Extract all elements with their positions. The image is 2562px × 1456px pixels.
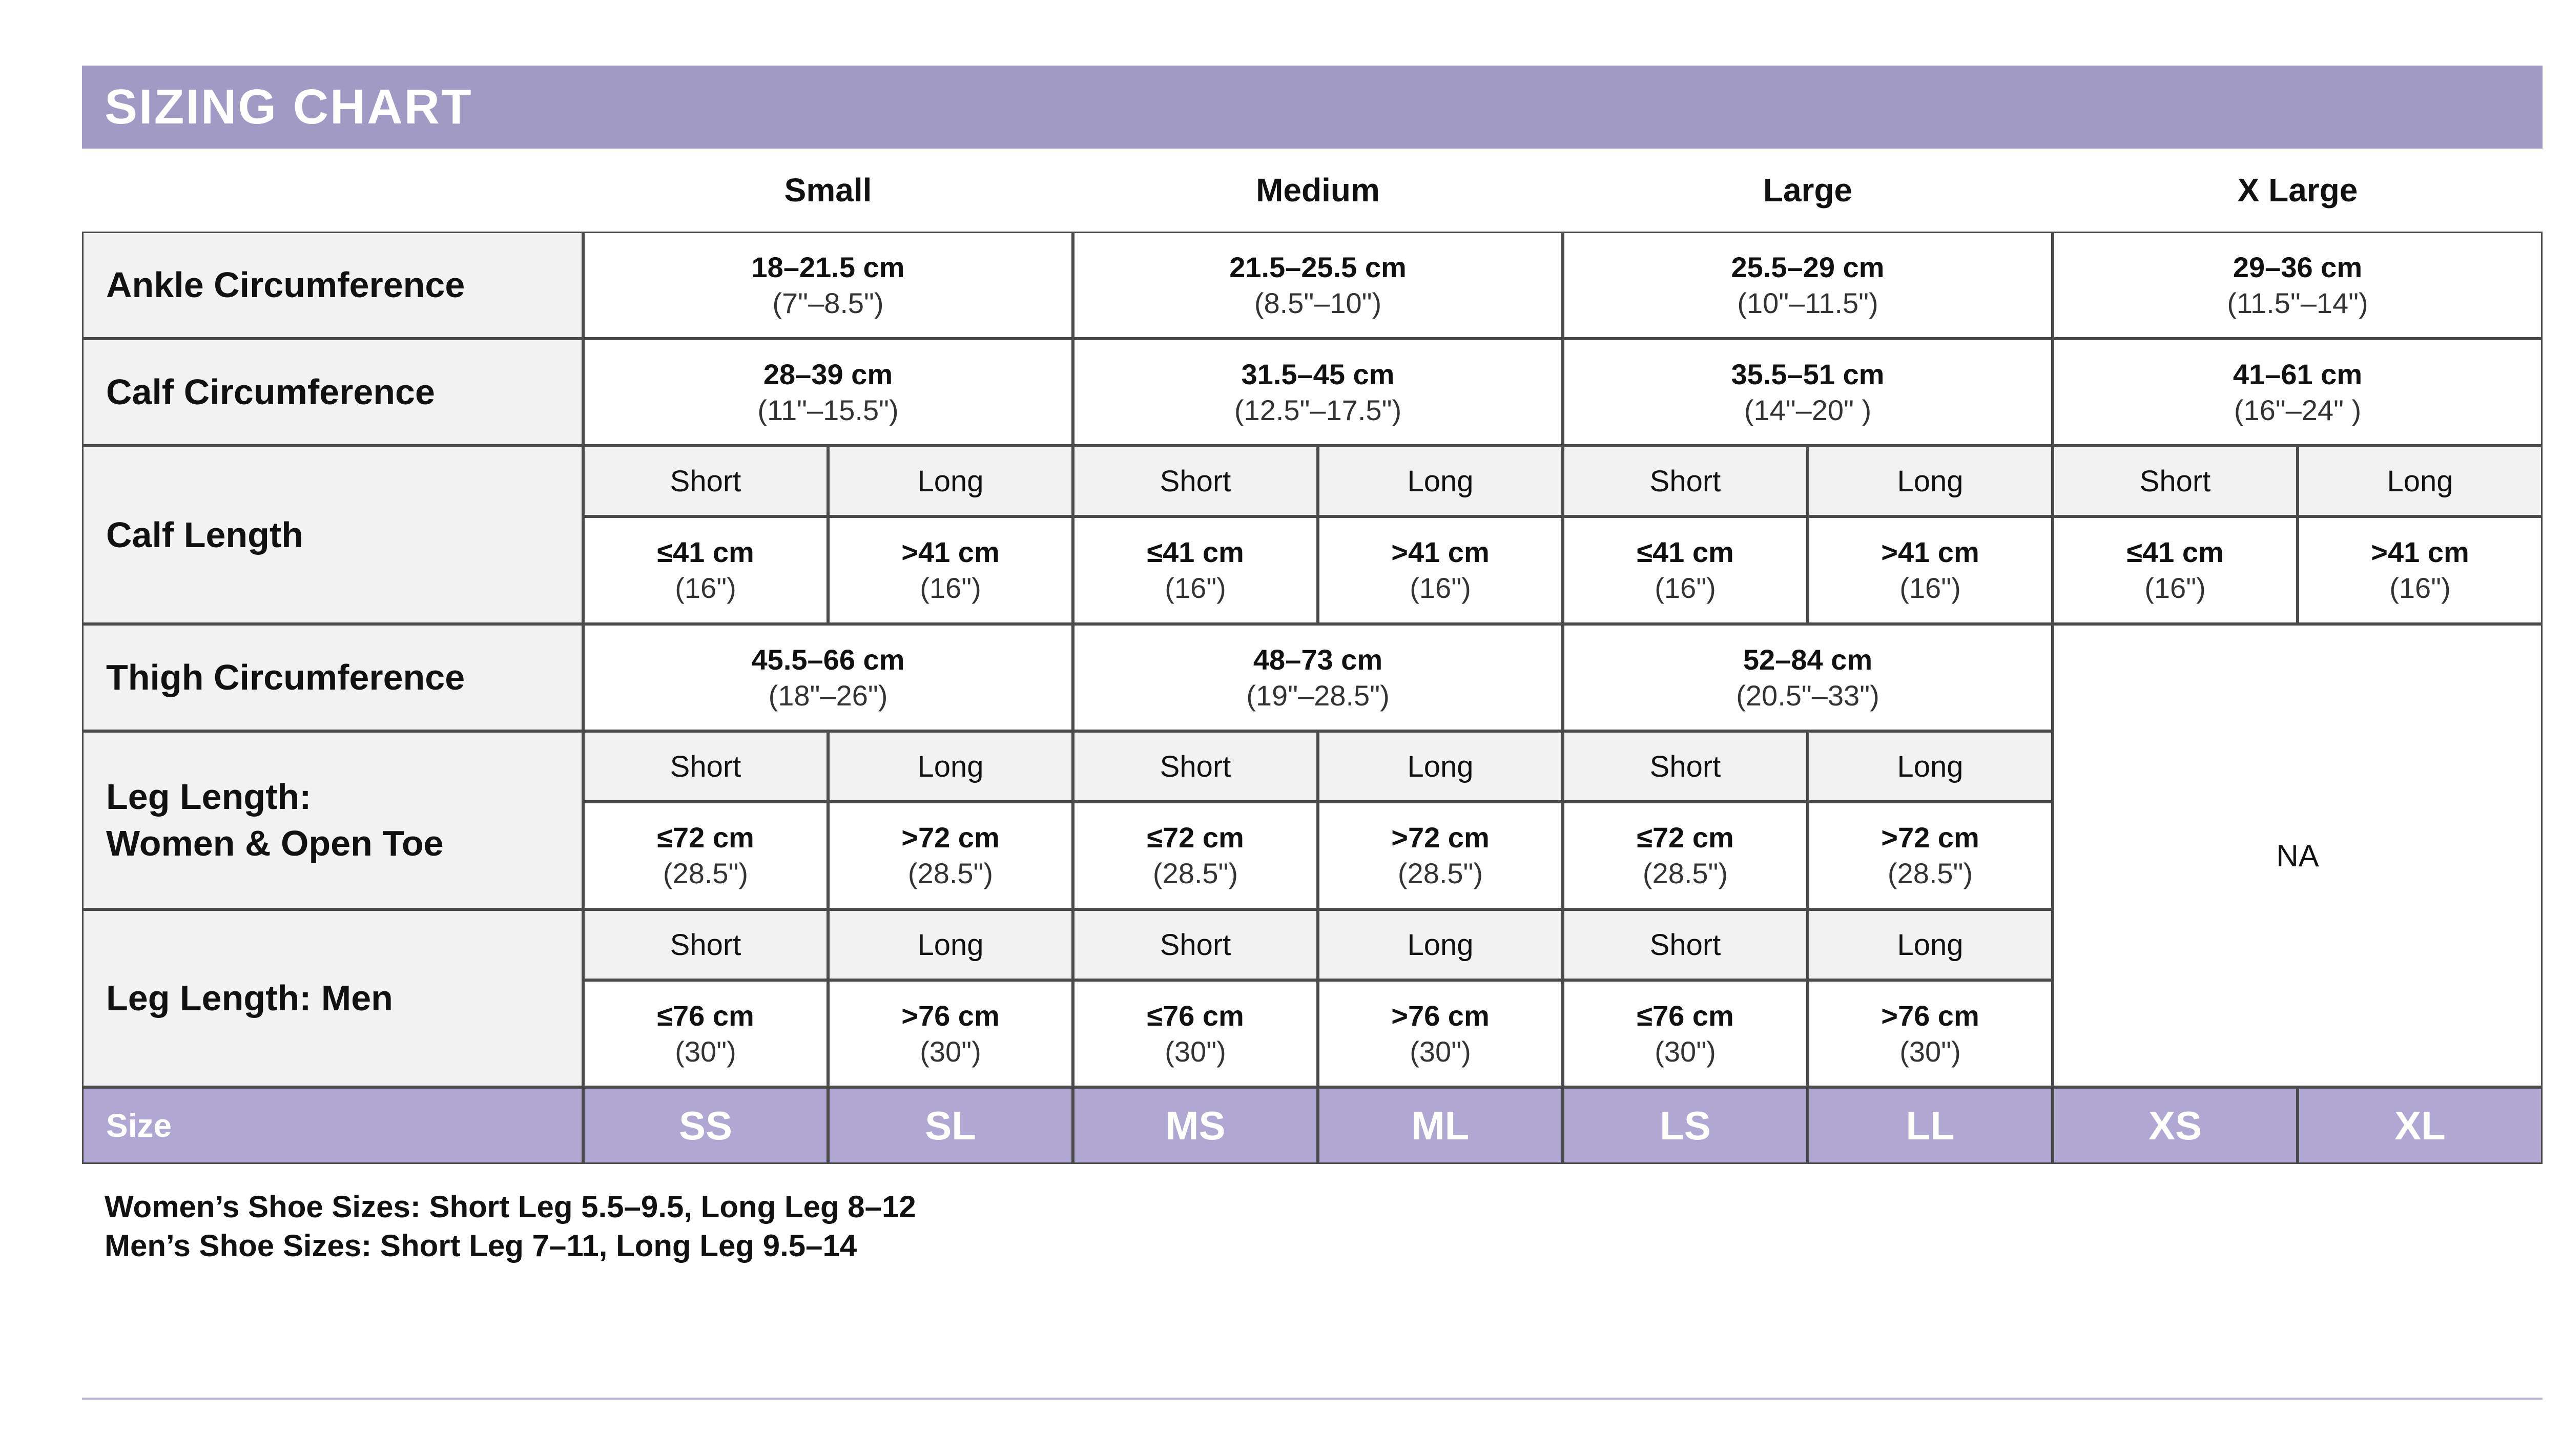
sub-header-label: Short <box>670 464 741 498</box>
calf_length-value-cell <box>1073 516 1318 624</box>
value-inches: (11"–15.5") <box>757 393 899 426</box>
value-inches: (11.5"–14") <box>2227 286 2368 319</box>
leg_women-value-cell <box>1073 802 1318 909</box>
value-inches: (14"–20" ) <box>1744 393 1872 426</box>
value-inches: (30") <box>1899 1035 1961 1068</box>
value-inches: (16") <box>2389 572 2451 604</box>
value-cm: >41 cm <box>1881 536 1979 568</box>
calf_length-short-header <box>1073 446 1318 516</box>
leg_men-short-header <box>1073 909 1318 980</box>
row-label-text: Ankle Circumference <box>106 265 465 305</box>
sub-header-label: Short <box>670 750 741 783</box>
value-inches: (16") <box>1655 572 1716 604</box>
leg_women-value-cell <box>1808 802 2053 909</box>
size-code: SS <box>678 1103 733 1148</box>
calf_length-value-cell <box>1318 516 1563 624</box>
mens-shoe-sizes-note: Men’s Shoe Sizes: Short Leg 7–11, Long Leg 9.5–14 <box>105 1229 857 1263</box>
thigh-value-cell <box>583 624 1073 731</box>
value-inches: (30") <box>1165 1035 1226 1068</box>
size-code: XL <box>2394 1103 2446 1148</box>
row-label-line: Leg Length: <box>106 777 312 817</box>
value-cm: ≤76 cm <box>657 999 754 1032</box>
column-header <box>2053 149 2543 232</box>
leg_women-short-header <box>1563 731 1808 802</box>
sub-header-label: Long <box>917 750 984 783</box>
value-inches: (28.5") <box>1642 857 1728 889</box>
row-label-leg_women <box>82 731 583 909</box>
leg_men-long-header <box>1318 909 1563 980</box>
value-cm: 31.5–45 cm <box>1241 358 1395 390</box>
row-label-calf <box>82 339 583 446</box>
sub-header-label: Short <box>670 928 741 962</box>
value-cm: 21.5–25.5 cm <box>1229 251 1407 283</box>
column-header <box>1563 149 2053 232</box>
value-cm: ≤41 cm <box>2126 536 2224 568</box>
calf-value-cell <box>1073 339 1563 446</box>
leg_men-value-cell <box>583 980 828 1087</box>
leg_men-value-cell <box>1563 980 1808 1087</box>
size-code: MS <box>1165 1103 1226 1148</box>
value-inches: (19"–28.5") <box>1246 679 1390 712</box>
ankle-value-cell <box>1563 232 2053 339</box>
value-cm: >41 cm <box>2371 536 2469 568</box>
value-inches: (12.5"–17.5") <box>1234 393 1402 426</box>
sub-header-label: Long <box>917 464 984 498</box>
sub-header-label: Short <box>1160 464 1231 498</box>
calf_length-value-cell <box>2053 516 2298 624</box>
leg_women-value-cell <box>1563 802 1808 909</box>
size-code-cell <box>2053 1087 2298 1164</box>
sub-header-label: Short <box>1649 464 1721 498</box>
page-title: SIZING CHART <box>82 66 2543 149</box>
ankle-value-cell <box>583 232 1073 339</box>
value-cm: >72 cm <box>1881 821 1979 854</box>
leg_men-long-header <box>1808 909 2053 980</box>
calf_length-long-header <box>1808 446 2053 516</box>
value-cm: 28–39 cm <box>763 358 893 390</box>
size-code: SL <box>925 1103 976 1148</box>
value-inches: (16") <box>1410 572 1471 604</box>
value-inches: (10"–11.5") <box>1737 286 1878 319</box>
value-cm: >76 cm <box>1881 999 1979 1032</box>
row-label-ankle <box>82 232 583 339</box>
value-cm: >76 cm <box>1391 999 1490 1032</box>
calf_length-short-header <box>583 446 828 516</box>
sub-header-label: Long <box>1407 464 1474 498</box>
leg_women-value-cell <box>828 802 1073 909</box>
calf_length-short-header <box>2053 446 2298 516</box>
leg_women-value-cell <box>583 802 828 909</box>
na-label: NA <box>2276 838 2319 873</box>
leg_men-value-cell <box>828 980 1073 1087</box>
value-inches: (28.5") <box>663 857 749 889</box>
row-label-text <box>106 774 444 867</box>
row-label-thigh <box>82 624 583 731</box>
value-cm: 25.5–29 cm <box>1731 251 1885 283</box>
row-label-text: Thigh Circumference <box>106 657 465 697</box>
value-inches: (28.5") <box>907 857 994 889</box>
value-inches: (30") <box>920 1035 981 1068</box>
calf_length-value-cell <box>1563 516 1808 624</box>
ankle-value-cell <box>1073 232 1563 339</box>
value-inches: (30") <box>1655 1035 1716 1068</box>
leg_women-short-header <box>1073 731 1318 802</box>
xlarge-na-cell <box>2053 624 2543 1087</box>
value-cm: 48–73 cm <box>1253 643 1383 676</box>
sub-header-label: Short <box>2139 464 2211 498</box>
size-code-cell <box>1073 1087 1318 1164</box>
calf_length-value-cell <box>1808 516 2053 624</box>
size-row-label-text: Size <box>106 1107 172 1144</box>
row-label-calf_length <box>82 446 583 624</box>
sub-header-label: Long <box>1407 928 1474 962</box>
leg_women-long-header <box>1808 731 2053 802</box>
size-code: LL <box>1906 1103 1955 1148</box>
value-cm: 41–61 cm <box>2233 358 2363 390</box>
column-header-label: X Large <box>2237 172 2358 209</box>
leg_men-value-cell <box>1073 980 1318 1087</box>
row-label-leg_men <box>82 909 583 1087</box>
calf-value-cell <box>2053 339 2543 446</box>
value-inches: (16") <box>1899 572 1961 604</box>
value-inches: (30") <box>1410 1035 1471 1068</box>
leg_women-long-header <box>828 731 1073 802</box>
value-inches: (16"–24" ) <box>2234 393 2362 426</box>
thigh-value-cell <box>1563 624 2053 731</box>
calf-value-cell <box>1563 339 2053 446</box>
womens-shoe-sizes-note: Women’s Shoe Sizes: Short Leg 5.5–9.5, Long Leg 8–12 <box>105 1190 916 1224</box>
value-cm: 29–36 cm <box>2233 251 2363 283</box>
value-inches: (18"–26") <box>768 679 888 712</box>
row-label-text: Leg Length: Men <box>106 978 393 1018</box>
size-code: XS <box>2148 1103 2202 1148</box>
sub-header-label: Short <box>1160 750 1231 783</box>
size-code-cell <box>828 1087 1073 1164</box>
size-row-label <box>82 1087 583 1164</box>
sub-header-label: Short <box>1649 750 1721 783</box>
sub-header-label: Long <box>917 928 984 962</box>
leg_men-value-cell <box>1808 980 2053 1087</box>
row-label-text: Calf Circumference <box>106 372 435 412</box>
value-inches: (28.5") <box>1152 857 1238 889</box>
leg_women-short-header <box>583 731 828 802</box>
calf_length-value-cell <box>828 516 1073 624</box>
value-inches: (28.5") <box>1397 857 1483 889</box>
value-inches: (28.5") <box>1887 857 1973 889</box>
value-cm: ≤41 cm <box>1637 536 1734 568</box>
calf_length-long-header <box>828 446 1073 516</box>
value-cm: >72 cm <box>901 821 1000 854</box>
size-code-cell <box>2298 1087 2543 1164</box>
leg_men-short-header <box>583 909 828 980</box>
value-cm: ≤76 cm <box>1147 999 1244 1032</box>
size-code-cell <box>1563 1087 1808 1164</box>
leg_men-value-cell <box>1318 980 1563 1087</box>
column-header <box>583 149 1073 232</box>
thigh-value-cell <box>1073 624 1563 731</box>
value-inches: (30") <box>675 1035 736 1068</box>
leg_men-long-header <box>828 909 1073 980</box>
sub-header-label: Long <box>2387 464 2453 498</box>
size-code-cell <box>1318 1087 1563 1164</box>
sub-header-label: Long <box>1407 750 1474 783</box>
row-label-line: Women & Open Toe <box>106 823 444 863</box>
value-cm: ≤72 cm <box>1637 821 1734 854</box>
value-cm: ≤41 cm <box>1147 536 1244 568</box>
value-cm: ≤41 cm <box>657 536 754 568</box>
sub-header-label: Short <box>1160 928 1231 962</box>
value-cm: 35.5–51 cm <box>1731 358 1885 390</box>
leg_men-short-header <box>1563 909 1808 980</box>
value-cm: >72 cm <box>1391 821 1490 854</box>
value-inches: (16") <box>920 572 981 604</box>
value-cm: ≤72 cm <box>657 821 754 854</box>
ankle-value-cell <box>2053 232 2543 339</box>
row-label-text: Calf Length <box>106 514 303 555</box>
value-cm: 45.5–66 cm <box>751 643 905 676</box>
sub-header-label: Short <box>1649 928 1721 962</box>
size-code: LS <box>1660 1103 1711 1148</box>
value-cm: 18–21.5 cm <box>751 251 905 283</box>
calf_length-value-cell <box>2298 516 2543 624</box>
sub-header-label: Long <box>1897 464 1964 498</box>
leg_women-long-header <box>1318 731 1563 802</box>
value-inches: (16") <box>675 572 736 604</box>
calf_length-long-header <box>1318 446 1563 516</box>
calf_length-long-header <box>2298 446 2543 516</box>
leg_women-value-cell <box>1318 802 1563 909</box>
value-cm: ≤72 cm <box>1147 821 1244 854</box>
value-inches: (20.5"–33") <box>1736 679 1879 712</box>
value-cm: >41 cm <box>1391 536 1490 568</box>
size-code-cell <box>583 1087 828 1164</box>
value-cm: >76 cm <box>901 999 1000 1032</box>
sub-header-label: Long <box>1897 750 1964 783</box>
value-inches: (7"–8.5") <box>772 286 884 319</box>
calf_length-value-cell <box>583 516 828 624</box>
value-cm: ≤76 cm <box>1637 999 1734 1032</box>
sub-header-label: Long <box>1897 928 1964 962</box>
size-code-cell <box>1808 1087 2053 1164</box>
value-inches: (16") <box>2144 572 2206 604</box>
column-header <box>1073 149 1563 232</box>
column-header-label: Small <box>784 172 872 209</box>
value-cm: 52–84 cm <box>1743 643 1873 676</box>
value-cm: >41 cm <box>901 536 1000 568</box>
size-code: ML <box>1411 1103 1470 1148</box>
calf-value-cell <box>583 339 1073 446</box>
calf_length-short-header <box>1563 446 1808 516</box>
value-inches: (16") <box>1165 572 1226 604</box>
value-inches: (8.5"–10") <box>1254 286 1382 319</box>
footer-divider <box>82 1398 2543 1400</box>
column-header-label: Medium <box>1256 172 1380 209</box>
column-header-label: Large <box>1763 172 1853 209</box>
